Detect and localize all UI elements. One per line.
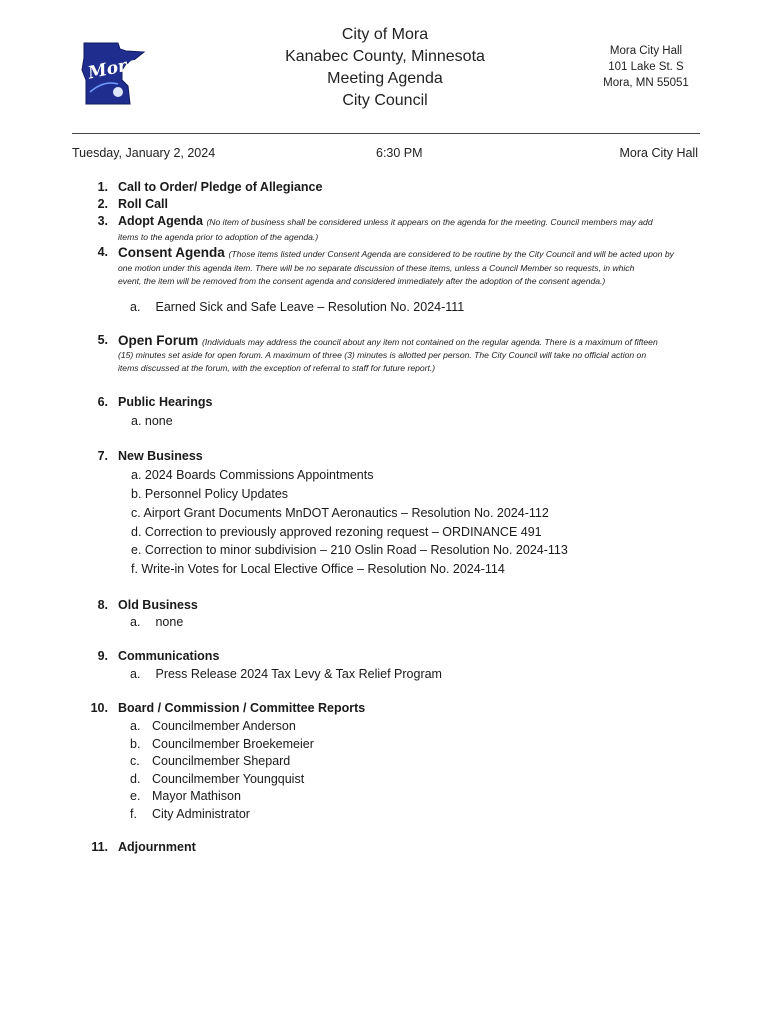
sub-item-text: Councilmember Anderson bbox=[152, 719, 296, 733]
sub-item-letter: a. bbox=[130, 719, 141, 733]
item-note: (Individuals may address the council about any item not contained on the regular agenda. There is a maximum of fifteen bbox=[202, 337, 658, 347]
public-hearings-sub-item: a. none bbox=[131, 414, 173, 428]
sub-item-letter: a. bbox=[130, 667, 141, 681]
item-number: 2. bbox=[97, 197, 108, 211]
communications-sub-item bbox=[130, 665, 442, 683]
agenda-item-10 bbox=[72, 700, 712, 718]
item-label: Roll Call bbox=[118, 197, 169, 211]
agenda-item-2 bbox=[72, 196, 712, 214]
minnesota-map-logo-icon bbox=[78, 40, 146, 108]
report-sub-item bbox=[130, 752, 290, 770]
sub-item-text: Earned Sick and Safe Leave – Resolution No. 2024-111 bbox=[155, 300, 465, 314]
consent-sub-item-a bbox=[130, 298, 464, 316]
new-business-sub-item: d. Correction to previously approved rezoning request – ORDINANCE 491 bbox=[131, 525, 542, 539]
item-number: 4. bbox=[97, 245, 108, 259]
new-business-sub-item: a. 2024 Boards Commissions Appointments bbox=[131, 468, 374, 482]
sub-item-letter: c. bbox=[130, 754, 140, 768]
agenda-item-11 bbox=[72, 839, 712, 857]
sub-item-text: none bbox=[155, 615, 184, 629]
sub-item-letter: f. bbox=[130, 807, 137, 821]
report-sub-item bbox=[130, 717, 296, 735]
address-line: Mora City Hall bbox=[609, 45, 683, 57]
address-line: Mora, MN 55051 bbox=[603, 77, 689, 89]
sub-item-letter: a. bbox=[130, 615, 141, 629]
item-note: (Those items listed under Consent Agenda are considered to be routine by the City Council and will be acted upon by bbox=[228, 249, 674, 259]
report-sub-item bbox=[130, 735, 314, 753]
item-note: (No item of business shall be considered unless it appears on the agenda for the meeting. Council members may add bbox=[206, 217, 653, 227]
sub-item-text: City Administrator bbox=[152, 807, 250, 821]
item-number: 1. bbox=[97, 180, 108, 194]
new-business-sub-item: f. Write-in Votes for Local Elective Office – Resolution No. 2024-114 bbox=[131, 562, 505, 576]
city-hall-address bbox=[590, 43, 702, 91]
item-number: 3. bbox=[97, 214, 108, 228]
title-line-city: City of Mora bbox=[341, 26, 429, 43]
item-number: 7. bbox=[97, 449, 108, 463]
agenda-item-1 bbox=[72, 179, 712, 197]
item-label: Adjournment bbox=[118, 840, 196, 854]
report-sub-item bbox=[130, 805, 250, 823]
agenda-item-9 bbox=[72, 648, 712, 666]
item-note-continued: (15) minutes set aside for open forum. A maximum of three (3) minutes is allotted per person. The City Council will take no official action on bbox=[118, 350, 647, 360]
report-sub-item bbox=[130, 770, 304, 788]
title-line-body: City Council bbox=[342, 92, 428, 109]
item-label: Communications bbox=[118, 649, 220, 663]
address-line: 101 Lake St. S bbox=[608, 61, 684, 73]
item-number: 9. bbox=[97, 649, 108, 663]
item-label: Call to Order/ Pledge of Allegiance bbox=[118, 180, 323, 194]
item-number: 8. bbox=[97, 598, 108, 612]
item-number: 5. bbox=[97, 333, 108, 347]
report-sub-item bbox=[130, 787, 241, 805]
item-number: 11. bbox=[91, 840, 108, 854]
sub-item-text: Mayor Mathison bbox=[152, 789, 241, 803]
meeting-date: Tuesday, January 2, 2024 bbox=[72, 146, 216, 160]
new-business-sub-item: b. Personnel Policy Updates bbox=[131, 487, 289, 501]
agenda-item-7 bbox=[72, 448, 712, 466]
sub-item-text: Councilmember Broekemeier bbox=[152, 737, 314, 751]
sub-item-text: Councilmember Shepard bbox=[152, 754, 291, 768]
agenda-item-3 bbox=[72, 213, 712, 245]
sub-item-letter: e. bbox=[130, 789, 141, 803]
new-business-sub-item: e. Correction to minor subdivision – 210 Oslin Road – Resolution No. 2024-113 bbox=[131, 543, 568, 557]
item-note-continued: one motion under this agenda item. There will be no separate discussion of these items, unless a Council Member so requests, in which bbox=[118, 263, 635, 273]
item-note-continued: event, the item will be removed from the consent agenda and considered immediately after the adoption of the consent agenda.) bbox=[118, 276, 606, 286]
meeting-time: 6:30 PM bbox=[376, 146, 423, 160]
sub-item-letter: a. bbox=[130, 300, 141, 314]
document-title bbox=[250, 24, 520, 112]
item-label: Old Business bbox=[118, 598, 198, 612]
item-label: Consent Agenda bbox=[118, 245, 225, 260]
agenda-item-5 bbox=[72, 332, 712, 382]
sub-item-letter: b. bbox=[130, 737, 141, 751]
title-line-meeting: Meeting Agenda bbox=[327, 70, 443, 87]
item-number: 6. bbox=[97, 395, 108, 409]
sub-item-text: Councilmember Youngquist bbox=[152, 772, 305, 786]
item-label: Public Hearings bbox=[118, 395, 213, 409]
meeting-location: Mora City Hall bbox=[619, 146, 698, 160]
item-label: Adopt Agenda bbox=[118, 214, 203, 228]
item-label: Board / Commission / Committee Reports bbox=[118, 701, 366, 715]
item-number: 10. bbox=[90, 701, 108, 715]
agenda-item-6 bbox=[72, 394, 712, 412]
logo-text: Mora bbox=[86, 53, 140, 84]
header-divider bbox=[72, 133, 700, 134]
title-line-county: Kanabec County, Minnesota bbox=[285, 48, 485, 65]
sub-item-text: Press Release 2024 Tax Levy & Tax Relief Program bbox=[155, 667, 442, 681]
sub-item-letter: d. bbox=[130, 772, 141, 786]
item-label: Open Forum bbox=[118, 333, 199, 348]
item-note-continued: items discussed at the forum, with the exception of referral to staff for future report.) bbox=[118, 363, 436, 373]
old-business-sub-item bbox=[130, 613, 183, 631]
new-business-sub-item: c. Airport Grant Documents MnDOT Aeronautics – Resolution No. 2024-112 bbox=[131, 506, 549, 520]
item-note-continued: items to the agenda prior to adoption of the agenda.) bbox=[118, 232, 319, 242]
item-label: New Business bbox=[118, 449, 203, 463]
